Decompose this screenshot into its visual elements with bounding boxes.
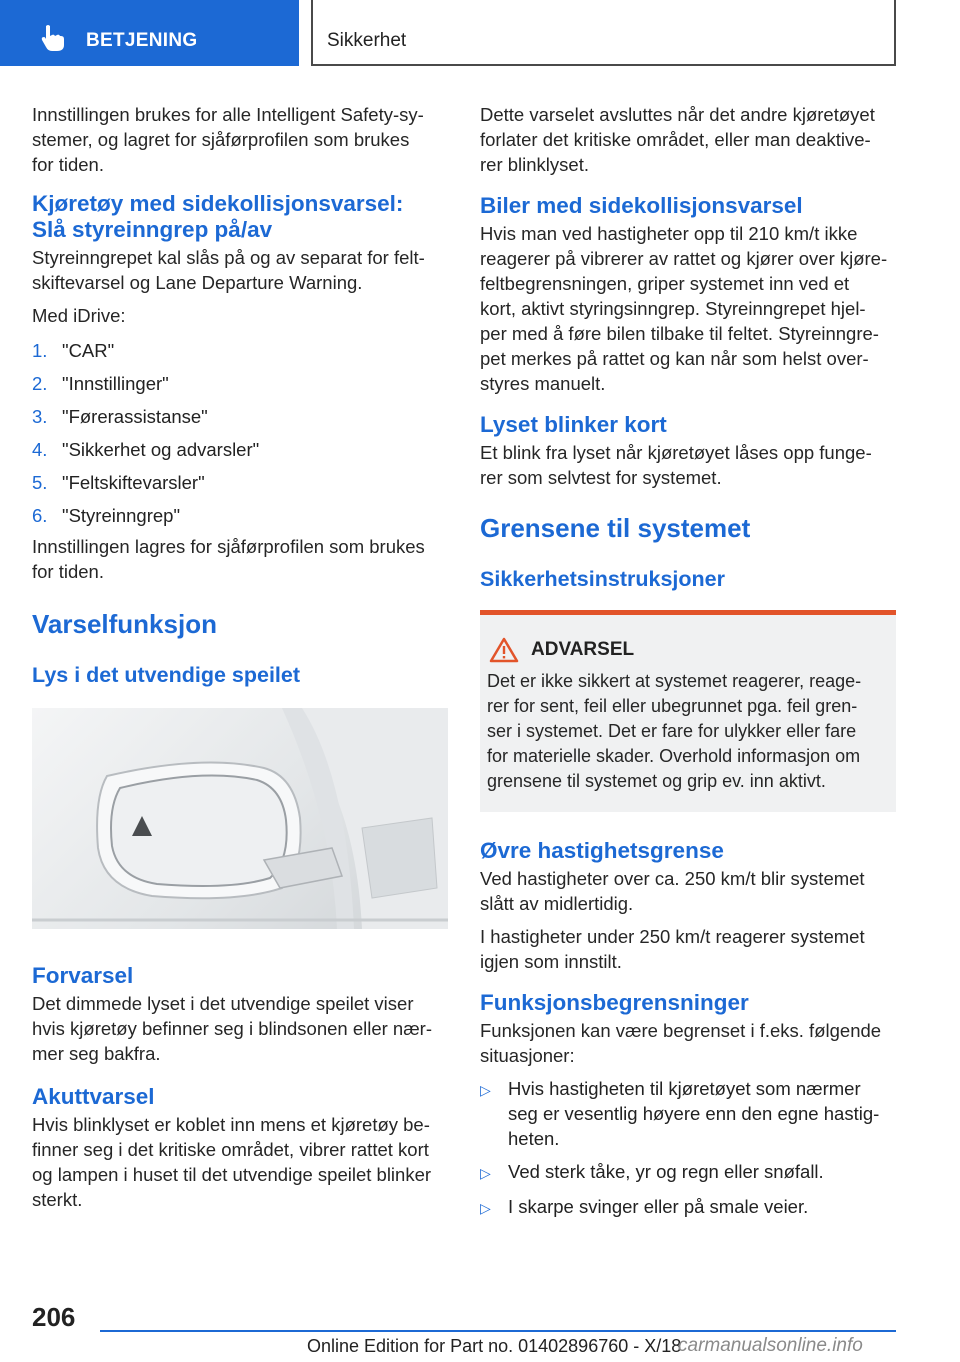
list-item: 2. "Innstillinger" <box>32 373 169 394</box>
upper-speed-text-2: I hastigheter under 250 km/t reagerer systemet igjen som innstilt. <box>480 926 865 972</box>
upper-speed-text-1: Ved hastigheter over ca. 250 km/t blir systemet slått av midlertidig. <box>480 868 865 914</box>
acute-text: Hvis blinklyset er koblet inn mens et kjøretøy be- finner seg i det kritiske området, vibrer rattet kort og lampen i huset til det utvendige speilet blinker sterkt. <box>32 1114 432 1210</box>
list-item: 3. "Førerassistanse" <box>32 406 208 427</box>
heading-acute: Akuttvarsel <box>32 1084 155 1109</box>
page-header <box>0 0 960 66</box>
footer-rule <box>100 1330 896 1332</box>
site-watermark[interactable]: carmanualsonline.info <box>678 1335 863 1356</box>
chapter-label: Sikkerhet <box>327 30 407 51</box>
chapter-tab <box>311 0 896 66</box>
left-column <box>32 102 448 1220</box>
list-item: ▷ Ved sterk tåke, yr og regn eller snøfall. <box>480 1159 896 1186</box>
list-item: 5. "Feltskiftevarsler" <box>32 472 205 493</box>
heading-prewarning: Forvarsel <box>32 963 134 988</box>
warning-box <box>480 610 896 812</box>
heading-blink: Lyset blinker kort <box>480 412 667 437</box>
function-limits-intro: Funksjonen kan være begrenset i f.eks. følgende situasjoner: <box>480 1020 882 1066</box>
heading-limits: Grensene til systemet <box>480 513 751 543</box>
limits-list <box>480 1076 896 1221</box>
triangle-bullet-icon: ▷ <box>480 1200 491 1216</box>
list-item: ▷ Hvis hastigheten til kjøretøyet som nærmer seg er vesentlig høyere enn den egne hastig- heten. <box>480 1078 880 1149</box>
blink-text: Et blink fra lyset når kjøretøyet låses opp funge- rer som selvtest for systemet. <box>480 442 872 488</box>
list-item: 6. "Styreinngrep" <box>32 505 181 526</box>
heading-mirror-light: Lys i det utvendige speilet <box>32 663 301 687</box>
warning-header <box>487 637 888 663</box>
side-collision-text: Hvis man ved hastigheter opp til 210 km/t ikke reagerer på vibrerer av rattet og kjører over kjøre- feltbegrensningen, griper systemet inn ved et kort, aktivt styringsinngrep. Styreinngrepet hjel- per med å føre bilen tilbake til feltet. Styreinngre- pet merkes på rattet og kan når som helst over- styres manuelt. <box>480 223 888 394</box>
pointing-hand-icon <box>40 24 66 52</box>
heading-side-collision: Biler med sidekollisjonsvarsel <box>480 193 803 218</box>
intro-text: Innstillingen brukes for alle Intelligent Safety-sy- stemer, og lagret for sjåførprofilen som brukes for tiden. <box>32 104 424 175</box>
page-footer <box>0 1290 960 1362</box>
list-item: ▷ I skarpe svinger eller på smale veier. <box>480 1194 896 1221</box>
heading-function-limits: Funksjonsbegrensninger <box>480 990 749 1015</box>
list-item: 4. "Sikkerhet og advarsler" <box>32 439 260 460</box>
section-tab <box>0 0 299 66</box>
edition-text: Online Edition for Part no. 01402896760 - X/18 <box>307 1336 682 1356</box>
page-number: 206 <box>32 1302 76 1332</box>
saved-text: Innstillingen lagres for sjåførprofilen som brukes for tiden. <box>32 536 425 582</box>
list-item: 1. "CAR" <box>32 340 115 361</box>
warning-title: ADVARSEL <box>531 639 635 660</box>
heading-upper-speed: Øvre hastighetsgrense <box>480 838 724 863</box>
triangle-bullet-icon: ▷ <box>480 1082 491 1098</box>
end-text: Dette varselet avsluttes når det andre kjøretøyet forlater det kritiske området, eller man deaktive- rer blinklyset. <box>480 104 875 175</box>
steering-text: Styreinngrepet kal slås på og av separat for felt- skiftevarsel og Lane Departure Warning. <box>32 247 425 293</box>
warning-triangle-icon <box>489 637 519 663</box>
heading-warning-function: Varselfunksjon <box>32 609 217 639</box>
idrive-steps <box>32 338 448 528</box>
idrive-label: Med iDrive: <box>32 305 126 326</box>
prewarning-text: Det dimmede lyset i det utvendige speilet viser hvis kjøretøy befinner seg i blindsonen eller nær- mer seg bakfra. <box>32 993 432 1064</box>
heading-steering: Kjøretøy med sidekollisjonsvarsel: Slå styreinngrep på/av <box>32 191 404 242</box>
warning-text: Det er ikke sikkert at systemet reagerer, reage- rer for sent, feil eller ubegrunnet pga. feil gren- ser i systemet. Det er fare for ulykker eller fare for materielle skader. Overhold informasjon om grensene til systemet og grip ev. inn aktivt. <box>487 671 862 791</box>
triangle-bullet-icon: ▷ <box>480 1165 491 1181</box>
side-mirror-illustration <box>32 708 448 929</box>
right-column <box>480 102 896 1229</box>
section-label: BETJENING <box>86 30 198 51</box>
heading-safety: Sikkerhetsinstruksjoner <box>480 567 725 591</box>
